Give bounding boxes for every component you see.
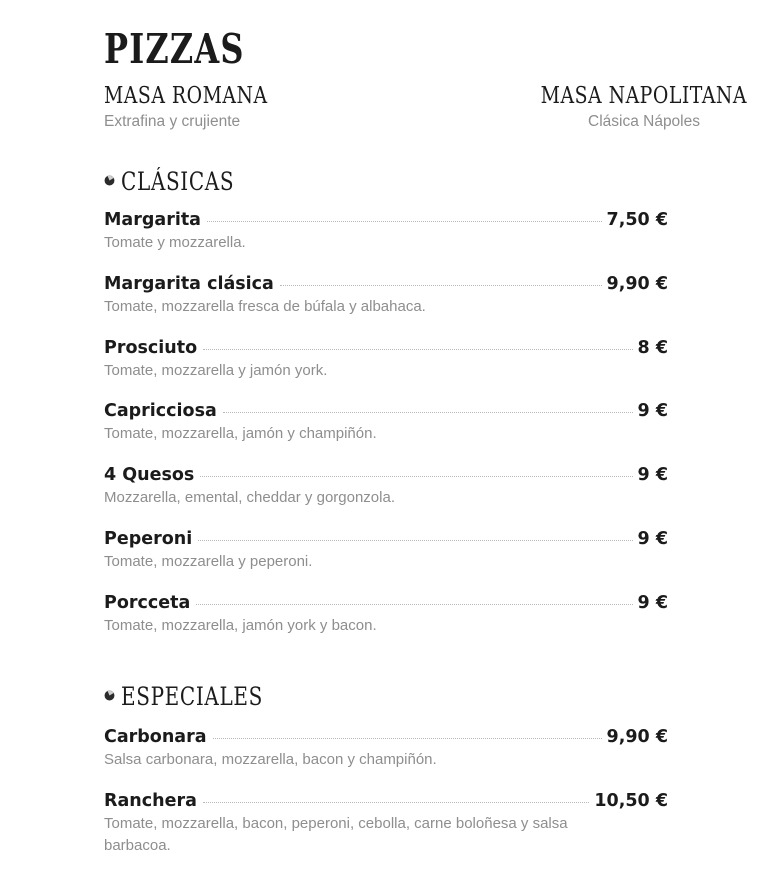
menu-item[interactable] [104, 791, 668, 857]
menu-item[interactable] [104, 529, 668, 573]
menu-item-description: Tomate, mozzarella y jamón york. [104, 361, 328, 379]
dot-leader [203, 802, 589, 803]
menu-item-description: Tomate, mozzarella, bacon, peperoni, cebolla, carne boloñesa y salsa barbacoa. [104, 815, 568, 854]
menu-item-price: 9 € [637, 401, 668, 422]
menu-item-price: 10,50 € [594, 791, 668, 812]
menu-item-name: Capricciosa [104, 401, 217, 422]
menu-item-price: 9 € [637, 528, 668, 549]
menu-item-description: Salsa carbonara, mozzarella, bacon y champiñón. [104, 751, 437, 769]
dough-type-romana [104, 83, 304, 131]
menu-item-description: Tomate, mozzarella, jamón y champiñón. [104, 425, 377, 443]
dough-types-row [104, 83, 748, 145]
menu-item-line [104, 727, 668, 747]
menu-item-price: 9 € [637, 465, 668, 486]
section-title: CLÁSICAS [121, 167, 235, 197]
menu-item-name: Peperoni [104, 528, 193, 549]
menu-item-price: 9,90 € [606, 273, 668, 294]
page-title: PIZZAS [104, 25, 245, 73]
dough-type-name: MASA NAPOLITANA [540, 83, 748, 110]
dough-type-description: Extrafina y crujiente [104, 113, 241, 131]
menu-item-price: 9 € [637, 592, 668, 613]
dot-leader [207, 221, 602, 222]
section-header-especiales [104, 682, 668, 711]
menu-item-line [104, 791, 668, 811]
pizza-slice-icon [104, 690, 115, 701]
menu-item-name: Carbonara [104, 727, 207, 748]
dot-leader [213, 738, 602, 739]
menu-item-line [104, 529, 668, 549]
menu-item-description: Mozzarella, emental, cheddar y gorgonzola. [104, 489, 395, 507]
menu-item-name: Margarita clásica [104, 273, 274, 294]
menu-item-price: 7,50 € [606, 210, 668, 231]
menu-item-description: Tomate y mozzarella. [104, 234, 246, 252]
menu-item[interactable] [104, 465, 668, 509]
dot-leader [203, 349, 632, 350]
menu-item[interactable] [104, 727, 668, 771]
menu-item-name: Porcceta [104, 592, 191, 613]
menu-item-line [104, 274, 668, 294]
menu-item-name: Prosciuto [104, 337, 198, 358]
dot-leader [198, 540, 632, 541]
menu-item-price: 9,90 € [606, 727, 668, 748]
section-header-clasicas [104, 167, 668, 196]
dot-leader [223, 412, 633, 413]
menu-item-line [104, 401, 668, 421]
menu-item[interactable] [104, 401, 668, 445]
dough-type-name: MASA ROMANA [104, 83, 268, 110]
menu-item-description: Tomate, mozzarella fresca de búfala y albahaca. [104, 297, 426, 315]
menu-item-line [104, 210, 668, 230]
menu-item-line [104, 593, 668, 613]
pizza-slice-icon [104, 175, 115, 186]
menu-item[interactable] [104, 593, 668, 637]
dough-type-description: Clásica Nápoles [588, 113, 700, 131]
menu-item-line [104, 465, 668, 485]
dot-leader [200, 476, 632, 477]
dough-type-napolitana [494, 83, 777, 131]
menu-item[interactable] [104, 210, 668, 254]
menu-item-line [104, 338, 668, 358]
menu-item[interactable] [104, 274, 668, 318]
menu-item-price: 8 € [637, 337, 668, 358]
section-title: ESPECIALES [121, 682, 263, 712]
menu-item-name: Margarita [104, 210, 201, 231]
menu-item[interactable] [104, 338, 668, 382]
dot-leader [196, 604, 632, 605]
menu-item-description: Tomate, mozzarella, jamón york y bacon. [104, 616, 377, 634]
menu-item-name: 4 Quesos [104, 465, 195, 486]
menu-item-name: Ranchera [104, 791, 197, 812]
dot-leader [280, 285, 602, 286]
menu-item-description: Tomate, mozzarella y peperoni. [104, 552, 313, 570]
